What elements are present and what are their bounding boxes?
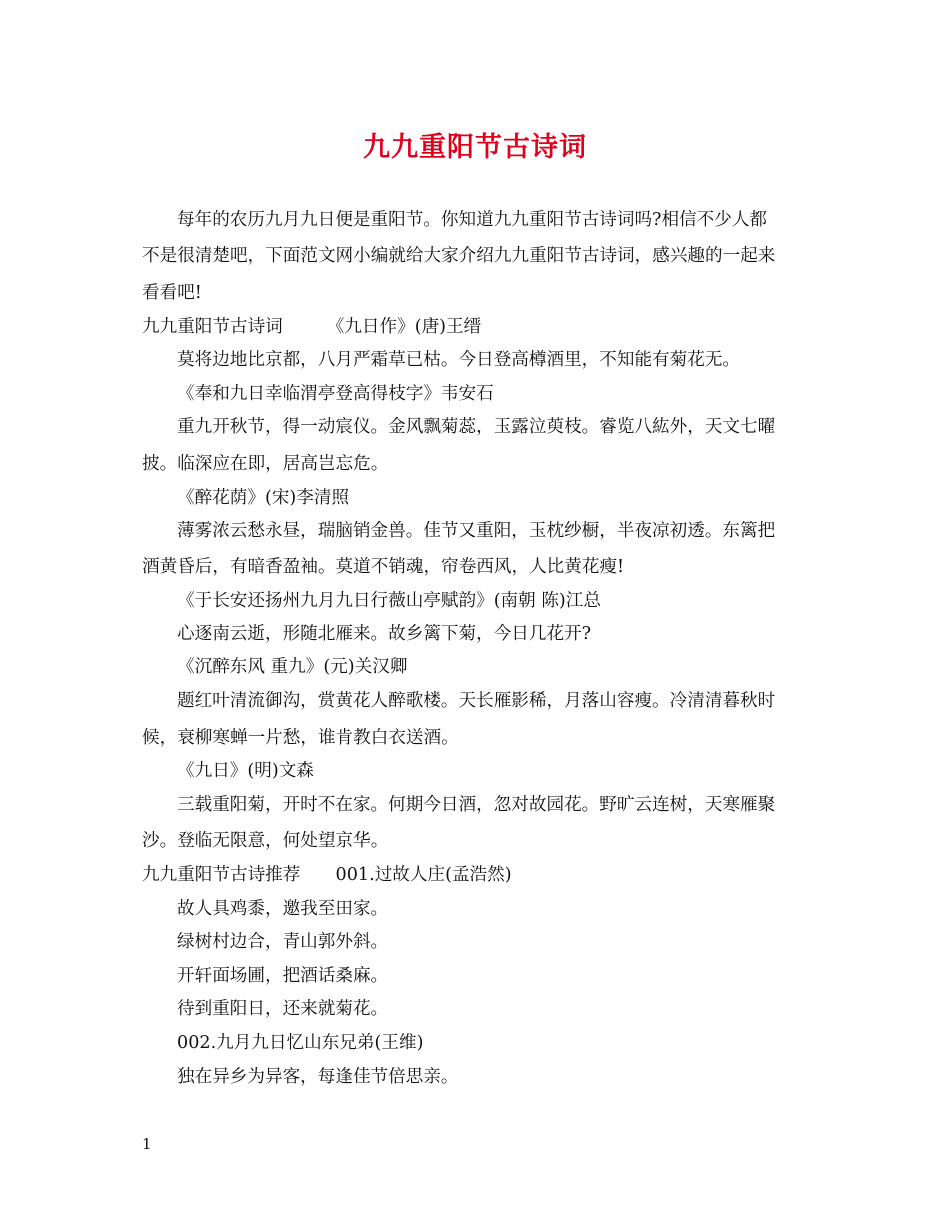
poem-line: 开轩面场圃，把酒话桑麻。: [177, 966, 389, 986]
poem-title-line: 002.九月九日忆山东兄弟(王维): [177, 1033, 424, 1053]
document-title: 九九重阳节古诗词: [363, 132, 587, 163]
paragraph-line: 看看吧!: [142, 283, 202, 303]
poem-title-line: 《醉花荫》(宋)李清照: [177, 488, 350, 508]
poem-line: 故人具鸡黍，邀我至田家。: [177, 899, 389, 919]
page-number: 1: [142, 1135, 152, 1153]
paragraph-line: 不是很清楚吧，下面范文网小编就给大家介绍九九重阳节古诗词，感兴趣的一起来: [142, 246, 776, 266]
paragraph-line: 每年的农历九月九日便是重阳节。你知道九九重阳节古诗词吗?相信不少人都: [177, 210, 768, 230]
poem-line: 三载重阳菊，开时不在家。何期今日酒，忽对故园花。野旷云连树，天寒雁聚: [177, 795, 776, 815]
poem-title-line: 《沉醉东风 重九》(元)关汉卿: [177, 657, 408, 677]
poem-title-line: 《于长安还扬州九月九日行薇山亭赋韵》(南朝 陈)江总: [177, 591, 601, 611]
poem-line: 薄雾浓云愁永昼，瑞脑销金兽。佳节又重阳，玉枕纱橱，半夜凉初透。东篱把: [177, 521, 776, 541]
poem-line: 披。临深应在即，居高岂忘危。: [142, 454, 389, 474]
poem-line: 沙。登临无限意，何处望京华。: [142, 831, 389, 851]
poem-title-line: 《九日》(明)文森: [177, 761, 314, 781]
poem-line: 候，衰柳寒蝉一片愁，谁肯教白衣送酒。: [142, 728, 459, 748]
poem-title-line: 《奉和九日幸临渭亭登高得枝字》韦安石: [177, 384, 494, 404]
poem-line: 莫将边地比京都，八月严霜草已枯。今日登高樽酒里，不知能有菊花无。: [177, 350, 741, 370]
section-heading-line: 九九重阳节古诗推荐 001.过故人庄(孟浩然): [142, 865, 512, 885]
poem-line: 重九开秋节，得一动宸仪。金风飘菊蕊，玉露泣萸枝。睿览八紘外，天文七曜: [177, 417, 776, 437]
poem-line: 酒黄昏后，有暗香盈袖。莫道不销魂，帘卷西风，人比黄花瘦!: [142, 557, 625, 577]
poem-line: 独在异乡为异客，每逢佳节倍思亲。: [177, 1067, 459, 1087]
poem-line: 绿树村边合，青山郭外斜。: [177, 932, 389, 952]
section-heading-line: 九九重阳节古诗词 《九日作》(唐)王缙: [142, 317, 482, 337]
poem-line: 题红叶清流御沟，赏黄花人醉歌楼。天长雁影稀，月落山容瘦。冷清清暮秋时: [177, 691, 776, 711]
poem-line: 心逐南云逝，形随北雁来。故乡篱下菊，今日几花开?: [177, 624, 592, 644]
poem-line: 待到重阳日，还来就菊花。: [177, 999, 389, 1019]
